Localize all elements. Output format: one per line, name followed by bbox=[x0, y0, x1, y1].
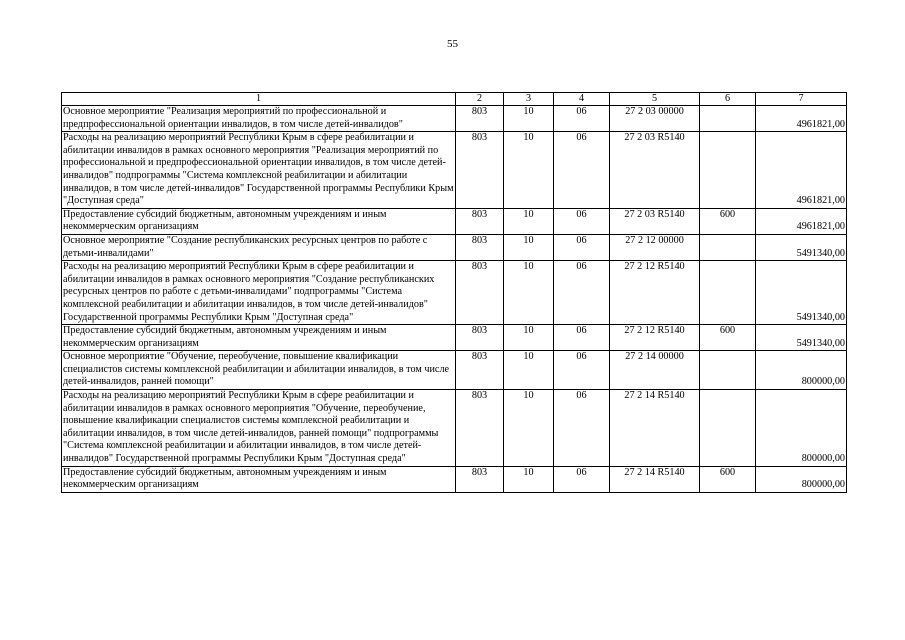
amount-cell: 4961821,00 bbox=[756, 208, 847, 234]
expense-type-cell bbox=[700, 106, 756, 132]
grbs-code-cell: 803 bbox=[456, 351, 504, 390]
expense-type-cell bbox=[700, 351, 756, 390]
table-row bbox=[62, 132, 847, 209]
row-name-cell: Основное мероприятие "Обучение, переобучение, повышение квалификации специалистов системы комплексной реабилитации и абилитации инвалидов, в том числе детей-инвалидов, ранней помощи" bbox=[62, 351, 456, 390]
grbs-code-cell: 803 bbox=[456, 390, 504, 467]
row-name-cell: Основное мероприятие "Реализация мероприятий по профессиональной и предпрофессиональной ориентации инвалидов, в том числе детей-инвалидов" bbox=[62, 106, 456, 132]
row-name-cell: Предоставление субсидий бюджетным, автономным учреждениям и иным некоммерческим организациям bbox=[62, 466, 456, 492]
row-name-cell: Предоставление субсидий бюджетным, автономным учреждениям и иным некоммерческим организациям bbox=[62, 208, 456, 234]
section-code-cell: 10 bbox=[504, 234, 554, 260]
row-name-cell: Основное мероприятие "Создание республиканских ресурсных центров по работе с детьми-инвалидами" bbox=[62, 234, 456, 260]
amount-cell: 800000,00 bbox=[756, 390, 847, 467]
table-row bbox=[62, 234, 847, 260]
subsection-code-cell: 06 bbox=[554, 390, 610, 467]
section-code-cell: 10 bbox=[504, 132, 554, 209]
grbs-code-cell: 803 bbox=[456, 466, 504, 492]
subsection-code-cell: 06 bbox=[554, 208, 610, 234]
subsection-code-cell: 06 bbox=[554, 351, 610, 390]
grbs-code-cell: 803 bbox=[456, 325, 504, 351]
subsection-code-cell: 06 bbox=[554, 261, 610, 325]
expense-type-cell bbox=[700, 234, 756, 260]
target-article-cell: 27 2 14 R5140 bbox=[610, 390, 700, 467]
section-code-cell: 10 bbox=[504, 325, 554, 351]
table-row bbox=[62, 466, 847, 492]
grbs-code-cell: 803 bbox=[456, 234, 504, 260]
subsection-code-cell: 06 bbox=[554, 234, 610, 260]
amount-cell: 5491340,00 bbox=[756, 234, 847, 260]
section-code-cell: 10 bbox=[504, 390, 554, 467]
column-header: 3 bbox=[504, 93, 554, 106]
section-code-cell: 10 bbox=[504, 351, 554, 390]
row-name-cell: Расходы на реализацию мероприятий Республики Крым в сфере реабилитации и абилитации инвалидов в рамках основного мероприятия "Обучение, переобучение, повышение квалификации специалистов системы комплексной реабилитации и абилитации инвалидов, в том числе детей-инвалидов, ранней помощи" подпрограммы "Система комплексной реабилитации и абилитации инвалидов, в том числе детей-инвалидов" Государственной программы Республики Крым "Доступная среда" bbox=[62, 390, 456, 467]
target-article-cell: 27 2 03 R5140 bbox=[610, 132, 700, 209]
column-header: 4 bbox=[554, 93, 610, 106]
column-header: 7 bbox=[756, 93, 847, 106]
amount-cell: 800000,00 bbox=[756, 351, 847, 390]
amount-cell: 5491340,00 bbox=[756, 261, 847, 325]
section-code-cell: 10 bbox=[504, 466, 554, 492]
grbs-code-cell: 803 bbox=[456, 208, 504, 234]
table-row bbox=[62, 261, 847, 325]
row-name-cell: Расходы на реализацию мероприятий Республики Крым в сфере реабилитации и абилитации инвалидов в рамках основного мероприятия "Создание республиканских ресурсных центров по работе с детьми-инвалидами" подпрограммы "Система комплексной реабилитации и абилитации инвалидов, в том числе детей-инвалидов" Государственной программы Республики Крым "Доступная среда" bbox=[62, 261, 456, 325]
expense-type-cell: 600 bbox=[700, 325, 756, 351]
subsection-code-cell: 06 bbox=[554, 466, 610, 492]
amount-cell: 4961821,00 bbox=[756, 132, 847, 209]
target-article-cell: 27 2 03 00000 bbox=[610, 106, 700, 132]
table-row bbox=[62, 351, 847, 390]
grbs-code-cell: 803 bbox=[456, 261, 504, 325]
table-row bbox=[62, 390, 847, 467]
row-name-cell: Предоставление субсидий бюджетным, автономным учреждениям и иным некоммерческим организациям bbox=[62, 325, 456, 351]
column-header: 6 bbox=[700, 93, 756, 106]
target-article-cell: 27 2 12 R5140 bbox=[610, 261, 700, 325]
table-header-row bbox=[62, 93, 847, 106]
subsection-code-cell: 06 bbox=[554, 106, 610, 132]
target-article-cell: 27 2 12 R5140 bbox=[610, 325, 700, 351]
budget-table bbox=[61, 92, 847, 493]
row-name-cell: Расходы на реализацию мероприятий Республики Крым в сфере реабилитации и абилитации инвалидов в рамках основного мероприятия "Реализация мероприятий по профессиональной и предпрофессиональной ориентации инвалидов, в том числе детей-инвалидов" подпрограммы "Система комплексной реабилитации и абилитации инвалидов, в том числе детей-инвалидов" Государственной программы Республики Крым "Доступная среда" bbox=[62, 132, 456, 209]
section-code-cell: 10 bbox=[504, 208, 554, 234]
expense-type-cell bbox=[700, 132, 756, 209]
table-row bbox=[62, 325, 847, 351]
amount-cell: 4961821,00 bbox=[756, 106, 847, 132]
target-article-cell: 27 2 12 00000 bbox=[610, 234, 700, 260]
subsection-code-cell: 06 bbox=[554, 132, 610, 209]
expense-type-cell: 600 bbox=[700, 208, 756, 234]
expense-type-cell bbox=[700, 261, 756, 325]
expense-type-cell: 600 bbox=[700, 466, 756, 492]
amount-cell: 800000,00 bbox=[756, 466, 847, 492]
target-article-cell: 27 2 14 00000 bbox=[610, 351, 700, 390]
target-article-cell: 27 2 03 R5140 bbox=[610, 208, 700, 234]
section-code-cell: 10 bbox=[504, 106, 554, 132]
section-code-cell: 10 bbox=[504, 261, 554, 325]
subsection-code-cell: 06 bbox=[554, 325, 610, 351]
grbs-code-cell: 803 bbox=[456, 106, 504, 132]
table-row bbox=[62, 106, 847, 132]
target-article-cell: 27 2 14 R5140 bbox=[610, 466, 700, 492]
grbs-code-cell: 803 bbox=[456, 132, 504, 209]
table-row bbox=[62, 208, 847, 234]
expense-type-cell bbox=[700, 390, 756, 467]
amount-cell: 5491340,00 bbox=[756, 325, 847, 351]
page-number: 55 bbox=[447, 38, 458, 50]
column-header: 2 bbox=[456, 93, 504, 106]
column-header: 1 bbox=[62, 93, 456, 106]
column-header: 5 bbox=[610, 93, 700, 106]
